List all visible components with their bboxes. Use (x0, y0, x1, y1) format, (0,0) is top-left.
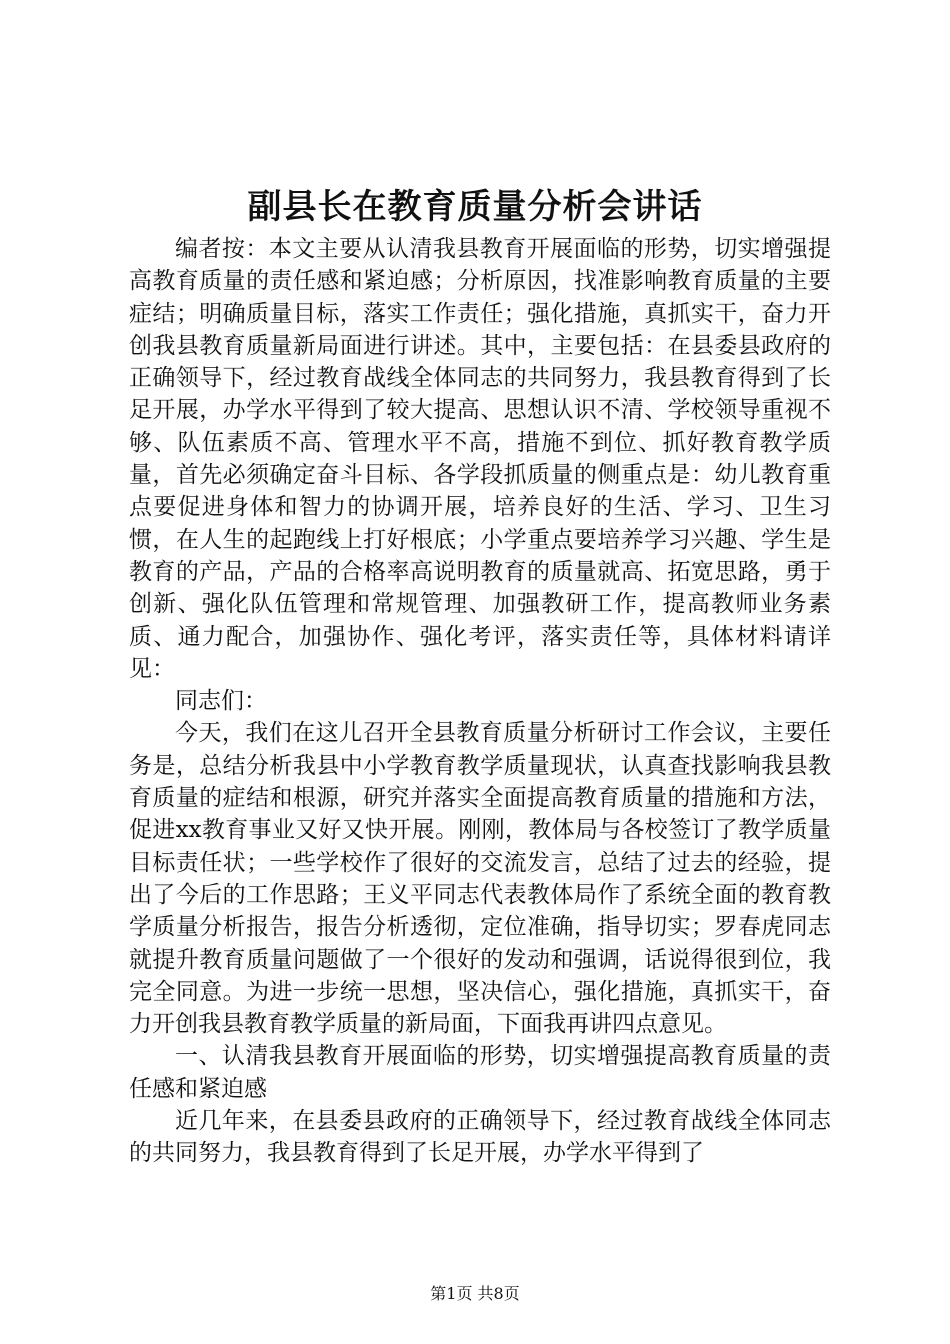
body-paragraph: 近几年来，在县委县政府的正确领导下，经过教育战线全体同志的共同努力，我县教育得到了长足开展，办学水平得到了 (129, 1108, 831, 1167)
page-number-footer: 第1页 共8页 (430, 1284, 520, 1303)
salutation-paragraph: 同志们： (175, 688, 267, 715)
section-heading: 一、认清我县教育开展面临的形势，切实增强提高教育质量的责任感和紧迫感 (129, 1043, 831, 1102)
body-paragraph: 今天，我们在这儿召开全县教育质量分析研讨工作会议，主要任务是，总结分析我县中小学教育教学质量现状，认真查找影响我县教育质量的症结和根源，研究并落实全面提高教育质量的措施和方法，促进xx教育事业又好又快开展。刚刚，教体局与各校签订了教学质量目标责任状；一些学校作了很好的交流发言，总结了过去的经验，提出了今后的工作思路；王义平同志代表教体局作了系统全面的教育教学质量分析报告，报告分析透彻，定位准确，指导切实；罗春虎同志就提升教育质量问题做了一个很好的发动和强调，话说得很到位，我完全同意。为进一步统一思想，坚决信心，强化措施，真抓实干，奋力开创我县教育教学质量的新局面，下面我再讲四点意见。 (129, 720, 831, 1038)
page-title: 副县长在教育质量分析会讲话 (247, 187, 703, 227)
document-body (129, 233, 831, 1170)
editor-note-paragraph: 编者按：本文主要从认清我县教育开展面临的形势，切实增强提高教育质量的责任感和紧迫感；分析原因，找准影响教育质量的主要症结；明确质量目标，落实工作责任；强化措施，真抓实干，奋力开创我县教育质量新局面进行讲述。其中，主要包括：在县委县政府的正确领导下，经过教育战线全体同志的共同努力，我县教育得到了长足开展，办学水平得到了较大提高、思想认识不清、学校领导重视不够、队伍素质不高、管理水平不高，措施不到位、抓好教育教学质量，首先必须确定奋斗目标、各学段抓质量的侧重点是：幼儿教育重点要促进身体和智力的协调开展，培养良好的生活、学习、卫生习惯，在人生的起跑线上打好根底；小学重点要培养学习兴趣、学生是教育的产品，产品的合格率高说明教育的质量就高、拓宽思路，勇于创新、强化队伍管理和常规管理、加强教研工作，提高教师业务素质、通力配合，加强协作、强化考评，落实责任等，具体材料请详见： (129, 236, 831, 682)
